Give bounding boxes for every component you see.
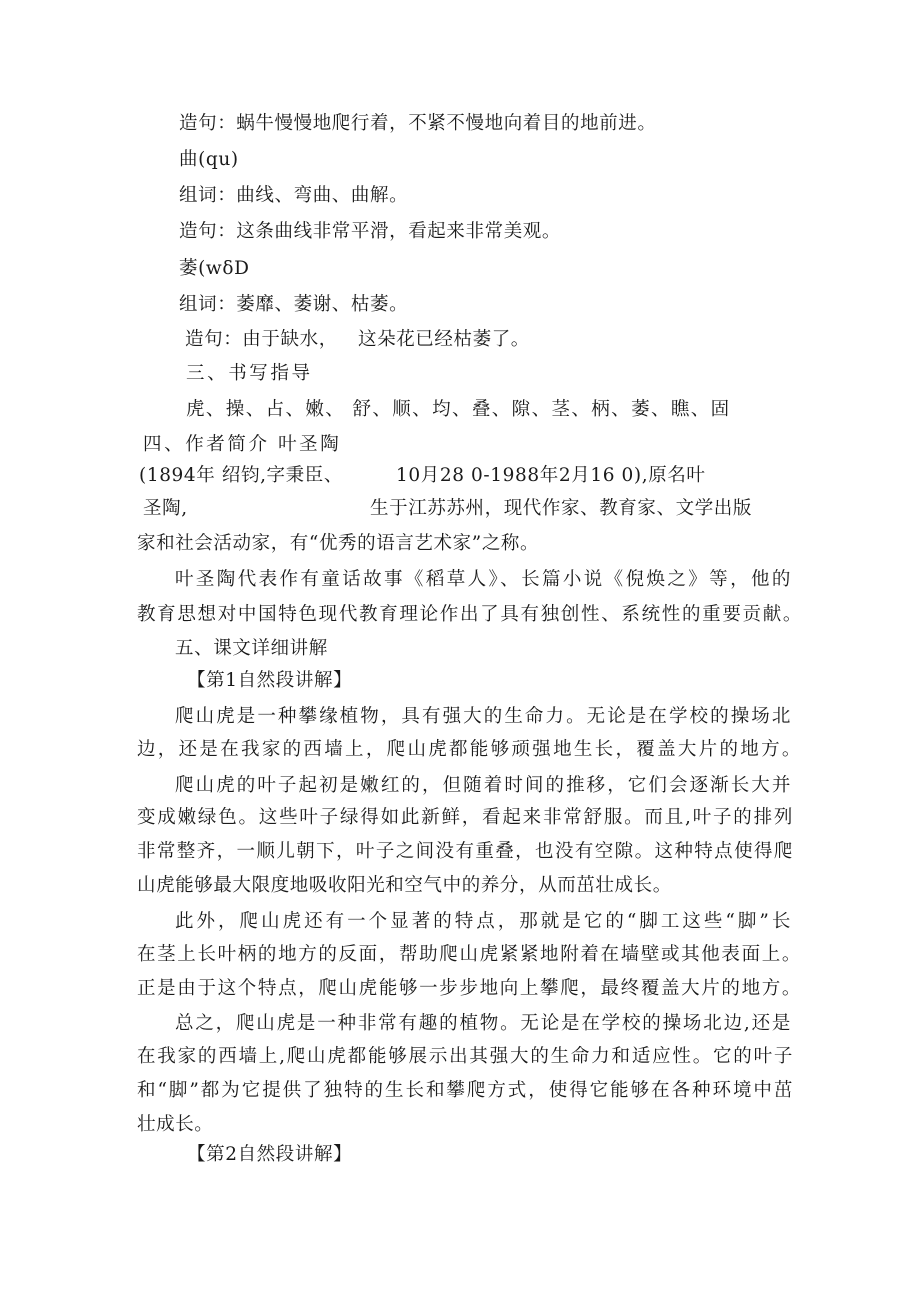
section-heading-author-intro: 四、作者简介 叶圣陶 bbox=[143, 434, 342, 455]
author-works-line2: 教育思想对中国特色现代教育理论作出了具有独创性、系统性的重要贡献。 bbox=[137, 604, 802, 625]
para3-line3: 正是由于这个特点，爬山虎能够一步步地向上攀爬，最终覆盖大片的地方。 bbox=[137, 978, 801, 999]
para3-line1: 此外，爬山虎还有一个显著的特点，那就是它的“脚工这些“脚”长 bbox=[175, 911, 791, 932]
para3-line2: 在茎上长叶柄的地方的反面，帮助爬山虎紧紧地附着在墙壁或其他表面上。 bbox=[137, 944, 801, 965]
example-sentence-flower-part2: 这朵花已经枯萎了。 bbox=[358, 329, 530, 350]
author-bio-part5: 家和社会活动家，有“优秀的语言艺术家”之称。 bbox=[137, 533, 540, 554]
paragraph-2-heading: 【第2自然段讲解】 bbox=[187, 1144, 353, 1165]
character-wei-heading: 萎(wδD bbox=[179, 258, 250, 279]
paragraph-1-heading: 【第1自然段讲解】 bbox=[187, 670, 353, 691]
author-bio-part3: 圣陶, bbox=[143, 498, 188, 519]
writing-characters-list: 虎、操、占、嫩、 舒、顺、均、叠、隙、茎、柄、萎、瞧、固 bbox=[186, 399, 731, 420]
para2-line2: 变成嫩绿色。这些叶子绿得如此新鲜，看起来非常舒服。而且,叶子的排列 bbox=[137, 807, 793, 828]
author-bio-part2: 10月28 0-1988年2月16 0),原名叶 bbox=[396, 465, 706, 486]
author-bio-part4: 生于江苏苏州，现代作家、教育家、文学出版 bbox=[370, 498, 753, 519]
para2-line3: 非常整齐，一顺儿朝下，叶子之间没有重叠，也没有空隙。这种特点使得爬 bbox=[137, 841, 793, 862]
example-sentence-snail: 造句：蜗牛慢慢地爬行着，不紧不慢地向着目的地前进。 bbox=[179, 113, 657, 134]
section-heading-text-explanation: 五、课文详细讲解 bbox=[175, 638, 328, 659]
character-qu-heading: 曲(qu) bbox=[179, 149, 239, 170]
para1-line1: 爬山虎是一种攀缘植物，具有强大的生命力。无论是在学校的操场北 bbox=[175, 706, 791, 727]
para4-line2: 在我家的西墙上,爬山虎都能够展示出其强大的生命力和适应性。它的叶子 bbox=[137, 1046, 793, 1067]
para4-line3: 和“脚”都为它提供了独特的生长和攀爬方式，使得它能够在各种环境中茁 bbox=[137, 1080, 793, 1101]
para2-line1: 爬山虎的叶子起初是嫩红的，但随着时间的推移，它们会逐渐长大并 bbox=[175, 775, 791, 796]
author-bio-part1: (1894年 绍钧,字秉臣、 bbox=[139, 465, 343, 486]
para1-line2: 边，还是在我家的西墙上，爬山虎都能够顽强地生长，覆盖大片的地方。 bbox=[137, 739, 801, 760]
word-group-wei: 组词：萎靡、萎谢、枯萎。 bbox=[179, 294, 409, 315]
para4-line4: 壮成长。 bbox=[137, 1114, 214, 1135]
example-sentence-flower-part1: 造句：由于缺水， bbox=[185, 329, 338, 350]
para2-line4: 山虎能够最大限度地吸收阳光和空气中的养分，从而茁壮成长。 bbox=[137, 875, 672, 896]
word-group-qu: 组词：曲线、弯曲、曲解。 bbox=[179, 185, 409, 206]
section-heading-writing-guide: 三、书写指导 bbox=[186, 363, 313, 384]
example-sentence-curve: 造句：这条曲线非常平滑，看起来非常美观。 bbox=[179, 221, 562, 242]
para4-line1: 总之，爬山虎是一种非常有趣的植物。无论是在学校的操场北边,还是 bbox=[175, 1013, 791, 1034]
author-works-line1: 叶圣陶代表作有童话故事《稻草人》、长篇小说《倪焕之》等，他的 bbox=[175, 569, 791, 590]
